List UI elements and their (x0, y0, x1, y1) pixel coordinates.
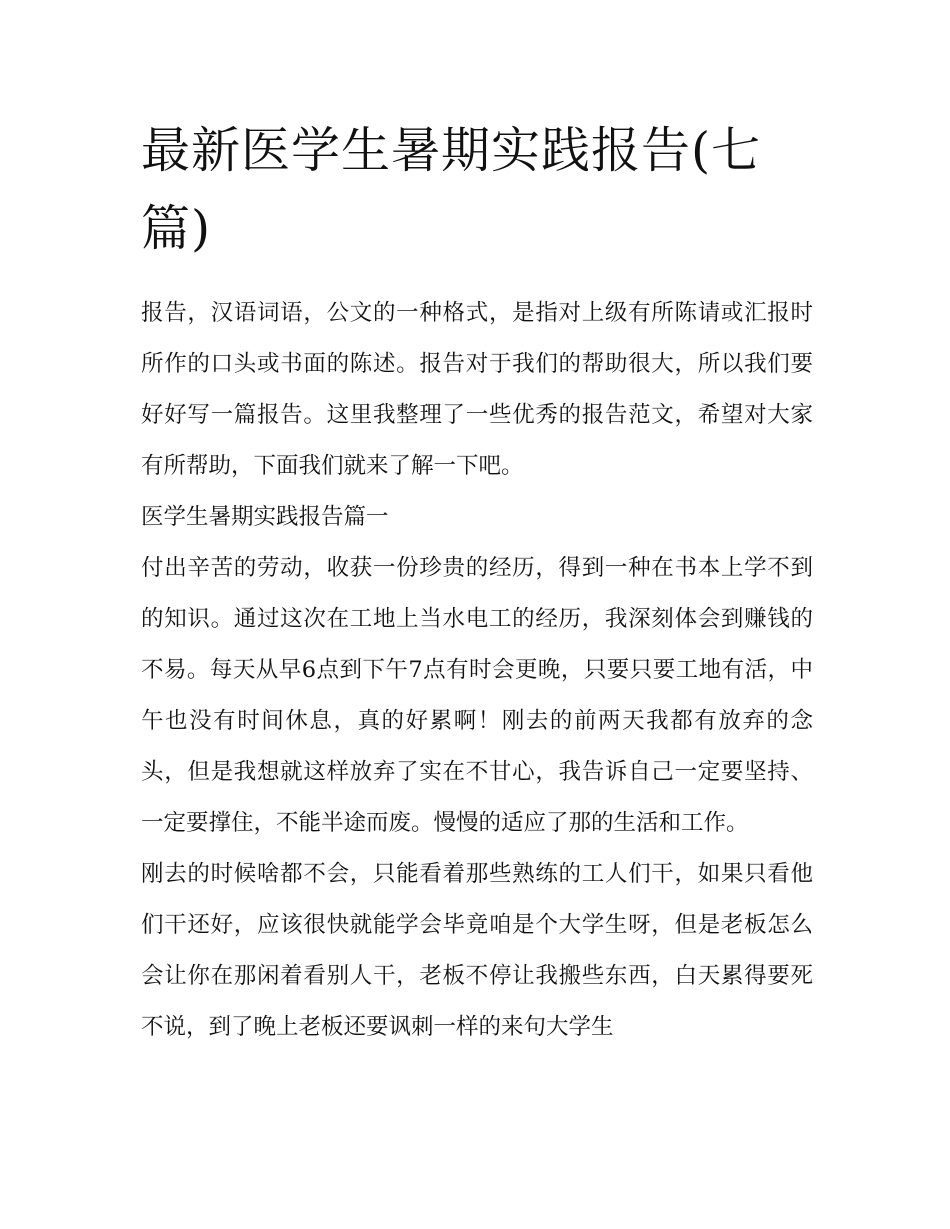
section-heading: 医学生暑期实践报告篇一 (141, 504, 389, 530)
document-page (141, 112, 813, 1053)
intro-paragraph: 报告，汉语词语，公文的一种格式，是指对上级有所陈请或汇报时所作的口头或书面的陈述。报告对于我们的帮助很大，所以我们要好好写一篇报告。这里我整理了一些优秀的报告范文，希望对大家有所帮助，下面我们就来了解一下吧。 (141, 300, 813, 479)
body-paragraph-2: 刚去的时候啥都不会，只能看着那些熟练的工人们干，如果只看他们干还好，应该很快就能学会毕竟咱是个大学生呀，但是老板怎么会让你在那闲着看别人干，老板不停让我搬些东西，白天累得要死不说，到了晚上老板还要讽刺一样的来句大学生 (141, 861, 813, 1040)
document-title: 最新医学生暑期实践报告(七篇) (141, 122, 762, 257)
body-paragraph-1: 付出辛苦的劳动，收获一份珍贵的经历，得到一种在书本上学不到的知识。通过这次在工地上当水电工的经历，我深刻体会到赚钱的不易。每天从早6点到下午7点有时会更晚，只要只要工地有活，中午也没有时间休息，真的好累啊！刚去的前两天我都有放弃的念头，但是我想就这样放弃了实在不甘心，我告诉自己一定要坚持、一定要撑住，不能半途而废。慢慢的适应了那的生活和工作。 (141, 555, 813, 836)
